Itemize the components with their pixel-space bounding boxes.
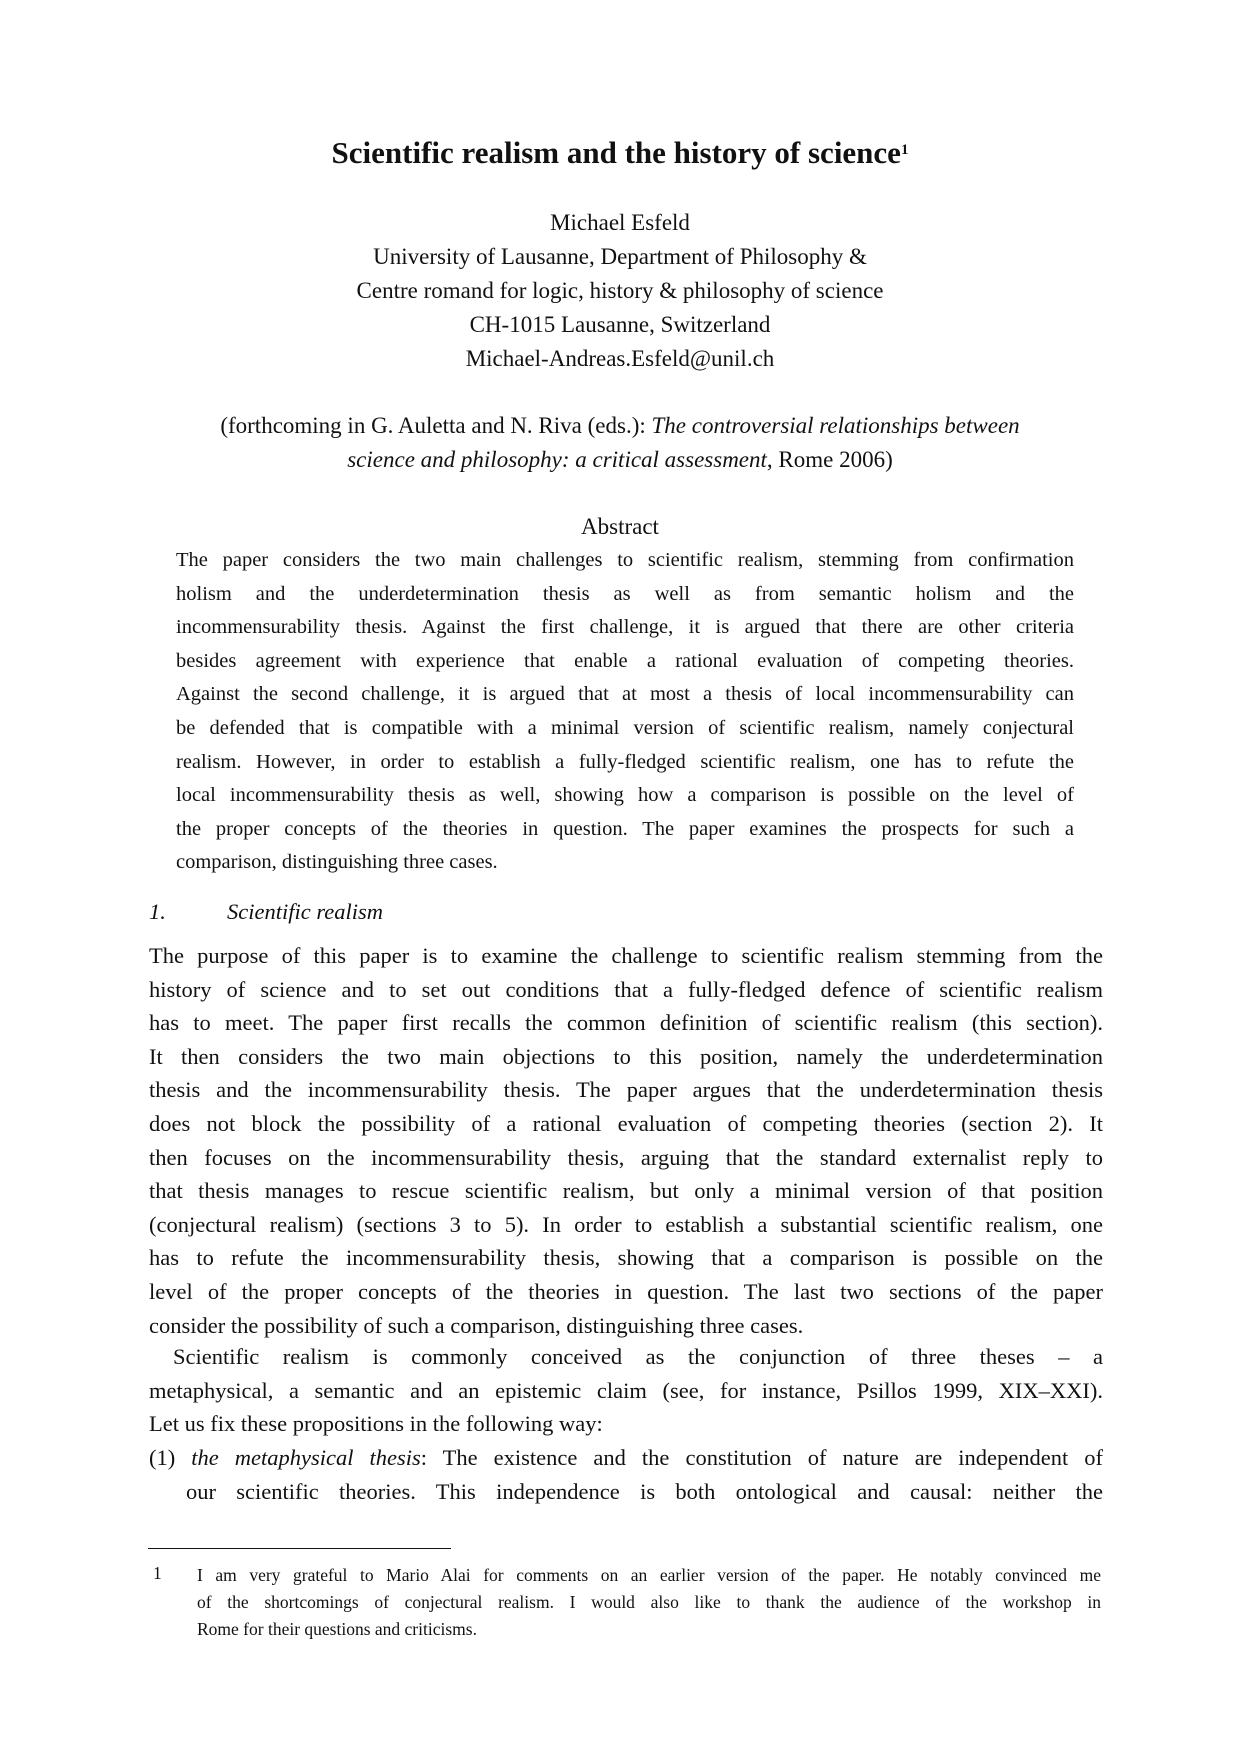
thesis-1-line-2: our scientific theories. This independence is both ontological and causal: neither the — [186, 1479, 1103, 1504]
abstract-heading: Abstract — [581, 514, 659, 539]
text-line: I am very grateful to Mario Alai for comments on an earlier version of the paper. He notably convinced me — [197, 1565, 1101, 1585]
book-title-part-1: The controversial relationships between — [651, 413, 1020, 438]
section-heading — [149, 895, 384, 929]
text-line: (conjectural realism) (sections 3 to 5). In order to establish a substantial scientific realism, one — [149, 1211, 1103, 1237]
text-line: holism and the underdetermination thesis as well as from semantic holism and the — [176, 582, 1074, 605]
text-line: metaphysical, a semantic and an epistemic claim (see, for instance, Psillos 1999, XIX–XXI). — [149, 1377, 1103, 1403]
text-line: Scientific realism is commonly conceived as the conjunction of three theses – a — [173, 1344, 1103, 1369]
author-affiliation-2: Centre romand for logic, history & philosophy of science — [356, 278, 884, 303]
publication-prefix: (forthcoming in G. Auletta and N. Riva (eds.): — [220, 413, 652, 438]
paper-title — [0, 130, 1240, 173]
author-email: Michael-Andreas.Esfeld@unil.ch — [465, 346, 775, 371]
text-line: consider the possibility of such a comparison, distinguishing three cases. — [149, 1312, 804, 1338]
book-title-part-2: science and philosophy: a critical assessment — [347, 447, 767, 472]
text-line: comparison, distinguishing three cases. — [176, 851, 498, 874]
thesis-label: (1) — [149, 1445, 192, 1470]
author-name: Michael Esfeld — [550, 210, 690, 235]
text-line: besides agreement with experience that enable a rational evaluation of competing theories. — [176, 649, 1074, 672]
publication-note-line-1 — [0, 409, 1240, 443]
text-line: level of the proper concepts of the theories in question. The last two sections of the paper — [149, 1279, 1103, 1304]
text-line: be defended that is compatible with a minimal version of scientific realism, namely conjectural — [176, 717, 1074, 739]
title-text: Scientific realism and the history of science — [331, 135, 901, 170]
section-number: 1. — [149, 899, 166, 924]
text-line: realism. However, in order to establish a fully-fledged scientific realism, one has to refute the — [176, 750, 1074, 773]
text-line: local incommensurability thesis as well, showing how a comparison is possible on the level of — [176, 784, 1074, 807]
publication-note-line-2 — [0, 443, 1240, 477]
text-line: The paper considers the two main challenges to scientific realism, stemming from confirmation — [176, 549, 1074, 571]
text-line: incommensurability thesis. Against the first challenge, it is argued that there are other criteria — [176, 616, 1074, 639]
text-line: that thesis manages to rescue scientific realism, but only a minimal version of that position — [149, 1178, 1103, 1204]
text-line: thesis and the incommensurability thesis. The paper argues that the underdetermination thesis — [149, 1077, 1103, 1103]
footnote-mark: 1 — [153, 1563, 162, 1583]
footnote-separator — [148, 1548, 451, 1549]
text-line: has to refute the incommensurability thesis, showing that a comparison is possible on the — [149, 1245, 1103, 1271]
thesis-text: : The existence and the constitution of nature are independent of — [420, 1445, 1103, 1470]
text-line: does not block the possibility of a rational evaluation of competing theories (section 2). It — [149, 1111, 1103, 1136]
text-line: the proper concepts of the theories in question. The paper examines the prospects for such a — [176, 817, 1074, 840]
publication-suffix: , Rome 2006) — [766, 447, 893, 472]
text-line: Let us fix these propositions in the following way: — [149, 1411, 603, 1437]
text-line: has to meet. The paper first recalls the common definition of scientific realism (this section). — [149, 1010, 1103, 1036]
text-line: The purpose of this paper is to examine the challenge to scientific realism stemming from the — [149, 943, 1103, 968]
author-address: CH-1015 Lausanne, Switzerland — [469, 312, 771, 337]
author-affiliation-1: University of Lausanne, Department of Philosophy & — [373, 244, 867, 269]
text-line: of the shortcomings of conjectural realism. I would also like to thank the audience of the workshop in — [197, 1592, 1101, 1612]
thesis-name: the metaphysical thesis — [191, 1445, 421, 1470]
text-line: Rome for their questions and criticisms. — [197, 1619, 477, 1639]
section-title: Scientific realism — [227, 899, 384, 924]
thesis-1-line-1 — [149, 1441, 1103, 1475]
text-line: It then considers the two main objections to this position, namely the underdetermination — [149, 1043, 1103, 1069]
text-line: Against the second challenge, it is argued that at most a thesis of local incommensurability can — [176, 683, 1074, 706]
title-footnote-mark[interactable]: 1 — [900, 142, 909, 158]
text-line: then focuses on the incommensurability thesis, arguing that the standard externalist reply to — [149, 1144, 1103, 1170]
text-line: history of science and to set out conditions that a fully-fledged defence of scientific realism — [149, 976, 1103, 1002]
